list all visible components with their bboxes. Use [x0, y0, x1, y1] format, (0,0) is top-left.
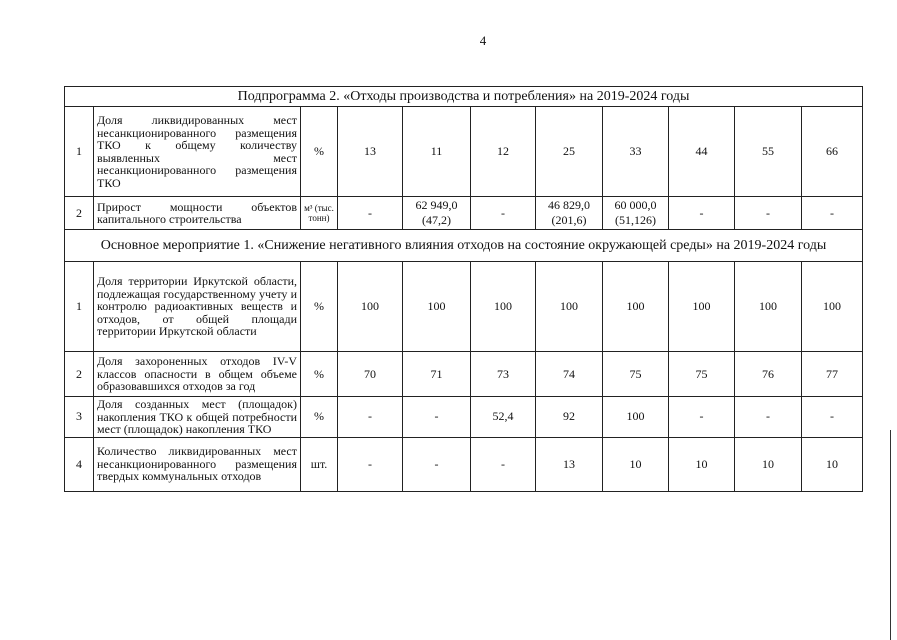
value-cell: -: [735, 397, 802, 438]
value-cell: 11: [403, 107, 471, 197]
value-cell: 13: [338, 107, 403, 197]
row-number: 3: [65, 397, 94, 438]
value-cell: 100: [403, 262, 471, 352]
value-cell: 70: [338, 352, 403, 397]
row-number: 1: [65, 262, 94, 352]
unit-cell: %: [301, 262, 338, 352]
value-cell: 100: [735, 262, 802, 352]
indicator-name: Доля созданных мест (площадок) накопления ТКО к общей потребности мест (площадок) накопления ТКО: [94, 397, 301, 438]
row-number: 4: [65, 437, 94, 491]
value-cell: 100: [802, 262, 863, 352]
row-number: 1: [65, 107, 94, 197]
value-cell: -: [338, 437, 403, 491]
table-row: [65, 437, 863, 491]
value-cell: 44: [669, 107, 735, 197]
value-cell: -: [669, 397, 735, 438]
value-cell: -: [403, 437, 471, 491]
indicator-name: Доля территории Иркутской области, подлежащая государственному учету и контролю радиоактивных веществ и отходов, от общей площади территории Иркутской области: [94, 262, 301, 352]
value-cell: 10: [603, 437, 669, 491]
indicator-name: Доля ликвидированных мест несанкционированного размещения ТКО к общему количеству выявленных мест несанкционированного размещения ТКО: [94, 107, 301, 197]
section-title: Основное мероприятие 1. «Снижение негативного влияния отходов на состояние окружающей среды» на 2019-2024 годы: [65, 230, 863, 262]
table-row: [65, 397, 863, 438]
unit-cell: %: [301, 352, 338, 397]
value-cell: 100: [603, 262, 669, 352]
unit-cell: м³ (тыс. тонн): [301, 197, 338, 230]
value-cell: 100: [536, 262, 603, 352]
value-cell: 100: [603, 397, 669, 438]
scan-edge-line: [890, 430, 891, 640]
value-cell: 76: [735, 352, 802, 397]
indicator-name: Количество ликвидированных мест несанкционированного размещения твердых коммунальных отходов: [94, 437, 301, 491]
value-cell: 77: [802, 352, 863, 397]
value-cell: 74: [536, 352, 603, 397]
value-cell: 12: [471, 107, 536, 197]
value-cell: 62 949,0 (47,2): [403, 197, 471, 230]
value-cell: 52,4: [471, 397, 536, 438]
unit-cell: %: [301, 397, 338, 438]
value-cell: -: [471, 197, 536, 230]
value-cell: -: [471, 437, 536, 491]
unit-cell: шт.: [301, 437, 338, 491]
value-cell: 13: [536, 437, 603, 491]
value-cell: 10: [669, 437, 735, 491]
table-row: [65, 107, 863, 197]
value-cell: 73: [471, 352, 536, 397]
value-cell: -: [802, 197, 863, 230]
table-row: [65, 197, 863, 230]
value-cell: 10: [802, 437, 863, 491]
value-cell: 33: [603, 107, 669, 197]
value-cell: 100: [471, 262, 536, 352]
value-cell: -: [735, 197, 802, 230]
row-number: 2: [65, 197, 94, 230]
table-row: [65, 352, 863, 397]
value-cell: 25: [536, 107, 603, 197]
indicator-name: Прирост мощности объектов капитального строительства: [94, 197, 301, 230]
row-number: 2: [65, 352, 94, 397]
value-cell: -: [338, 197, 403, 230]
value-cell: -: [403, 397, 471, 438]
section-title: Подпрограмма 2. «Отходы производства и потребления» на 2019-2024 годы: [65, 87, 863, 107]
table-row: [65, 262, 863, 352]
value-cell: -: [802, 397, 863, 438]
value-cell: 75: [669, 352, 735, 397]
value-cell: 55: [735, 107, 802, 197]
unit-cell: %: [301, 107, 338, 197]
value-cell: 100: [669, 262, 735, 352]
page-number: 4: [479, 33, 487, 48]
value-cell: -: [338, 397, 403, 438]
value-cell: 60 000,0 (51,126): [603, 197, 669, 230]
value-cell: 71: [403, 352, 471, 397]
value-cell: 75: [603, 352, 669, 397]
value-cell: 66: [802, 107, 863, 197]
value-cell: 100: [338, 262, 403, 352]
indicators-table: [64, 86, 863, 492]
indicator-name: Доля захороненных отходов IV-V классов опасности в общем объеме образовавшихся отходов за год: [94, 352, 301, 397]
value-cell: 46 829,0 (201,6): [536, 197, 603, 230]
value-cell: 10: [735, 437, 802, 491]
value-cell: 92: [536, 397, 603, 438]
value-cell: -: [669, 197, 735, 230]
